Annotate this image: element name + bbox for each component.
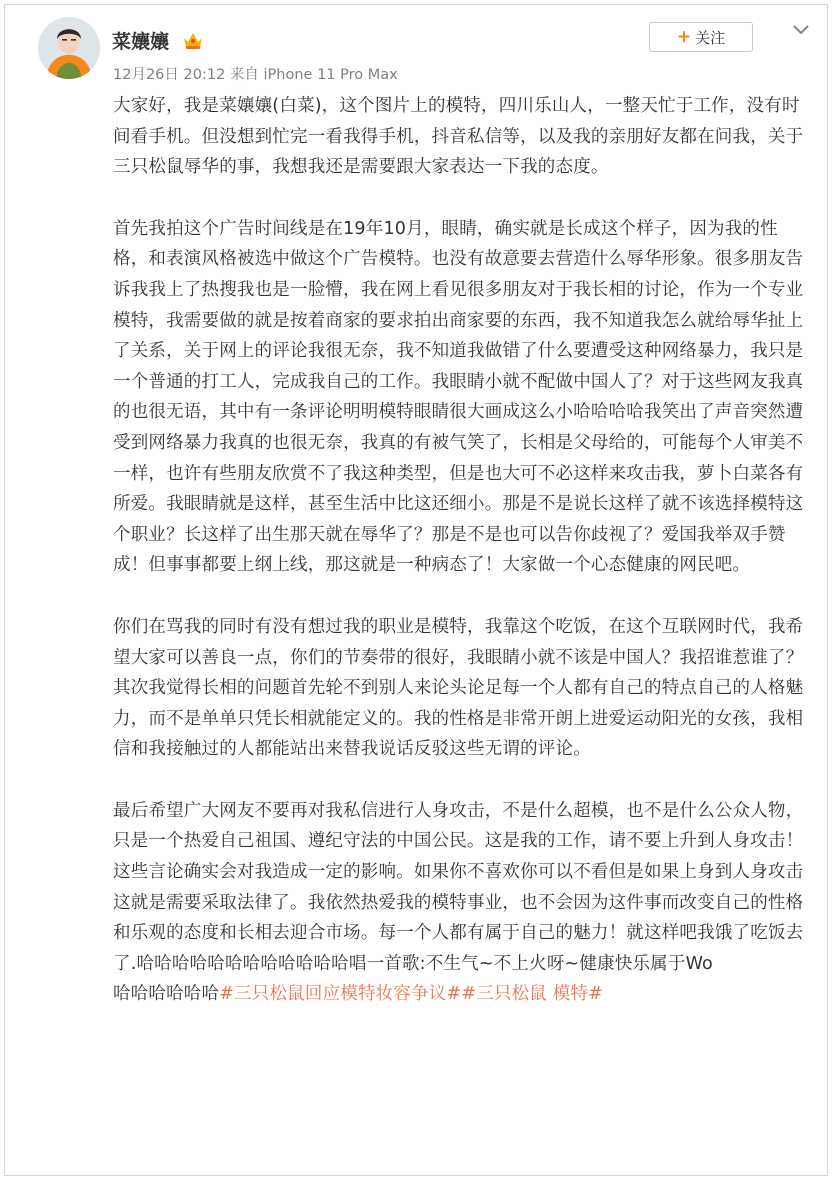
follow-button[interactable] <box>649 22 753 52</box>
post-device: iPhone 11 Pro Max <box>263 67 398 83</box>
post-meta <box>113 63 398 84</box>
follow-label: 关注 <box>695 28 726 47</box>
hashtag-link[interactable]: #三只松鼠回应模特妆容争议# <box>219 984 462 1005</box>
weibo-post-card <box>4 4 828 1176</box>
username[interactable]: 菜孃孃 <box>112 31 170 53</box>
plus-icon: + <box>676 27 692 47</box>
post-last-line <box>113 979 813 1010</box>
vip-crown-badge-icon <box>182 30 204 50</box>
post-last-line-text: 哈哈哈哈哈哈 <box>113 984 220 1005</box>
post-paragraph-3: 你们在骂我的同时有没有想过我的职业是模特，我靠这个吃饭，在这个互联网时代，我希望大家可以善良一点，你们的节奏带的很好，我眼睛小就不该是中国人？我招谁惹谁了？ <box>113 616 804 668</box>
post-content <box>113 91 813 1010</box>
avatar-photo <box>38 17 100 79</box>
chevron-down-icon[interactable] <box>792 23 810 37</box>
post-paragraph-2: 首先我拍这个广告时间线是在19年10月，眼睛，确实就是长成这个样子，因为我的性格，和表演风格被选中做这个广告模特。也没有故意要去营造什么辱华形象。很多朋友告诉我我上了热搜我也是一脸懵，我在网上看见很多朋友对于我长相的讨论，作为一个专业模特，我需要做的就是按着商家的要求拍出商家要的东西，我不知道我怎么就给辱华扯上了关系，关于网上的评论我很无奈，我不知道我做错了什么要遭受这种网络暴力，我只是一个普通的打工人，完成我自己的工作。我眼睛小就不配做中国人了？对于这些网友我真的也很无语，其中有一条评论明明模特眼睛很大画成这么小哈哈哈哈我笑出了声音突然遭受到网络暴力我真的也很无奈，我真的有被气笑了，长相是父母给的，可能每个人审美不一样，也许有些朋友欣赏不了我这种类型，但是也大可不必这样来攻击我，萝卜白菜各有所爱。我眼睛就是这样，甚至生活中比这还细小。那是不是说长这样了就不该选择模特这个职业？长这样了出生那天就在辱华了？那是不是也可以告你歧视了？爱国我举双手赞成！但事事都要上纲上线，那这就是一种病态了！大家做一个心态健康的网民吧。 <box>113 218 804 576</box>
post-paragraph-1: 大家好，我是菜孃孃(白菜)，这个图片上的模特，四川乐山人，一整天忙于工作，没有时间看手机。但没想到忙完一看我得手机，抖音私信等，以及我的亲朋好友都在问我，关于三只松鼠辱华的事，我想我还是需要跟大家表达一下我的态度。 <box>113 96 804 178</box>
post-paragraph-4: 其次我觉得长相的问题首先轮不到别人来论头论足每一个人都有自己的特点自己的人格魅力，而不是单单只凭长相就能定义的。我的性格是非常开朗上进爱运动阳光的女孩，我相信和我接触过的人都能站出来替我说话反驳这些无谓的评论。 <box>113 678 804 760</box>
post-timestamp[interactable]: 12月26日 20:12 <box>113 67 226 83</box>
avatar[interactable] <box>38 17 100 79</box>
post-paragraph-5: 最后希望广大网友不要再对我私信进行人身攻击，不是什么超模，也不是什么公众人物，只是一个热爱自己祖国、遵纪守法的中国公民。这是我的工作，请不要上升到人身攻击！这些言论确实会对我造成一定的影响。如果你不喜欢你可以不看但是如果上身到人身攻击这就是需要采取法律了。我依然热爱我的模特事业，也不会因为这件事而改变自己的性格和乐观的态度和长相去迎合市场。每一个人都有属于自己的魅力！就这样吧我饿了吃饭去了.哈哈哈哈哈哈哈哈哈哈哈哈唱一首歌:不生气~不上火呀~健康快乐属于Wo <box>113 800 804 974</box>
hashtag-link[interactable]: #三只松鼠 模特# <box>461 984 604 1005</box>
source-prefix: 来自 <box>229 67 259 83</box>
